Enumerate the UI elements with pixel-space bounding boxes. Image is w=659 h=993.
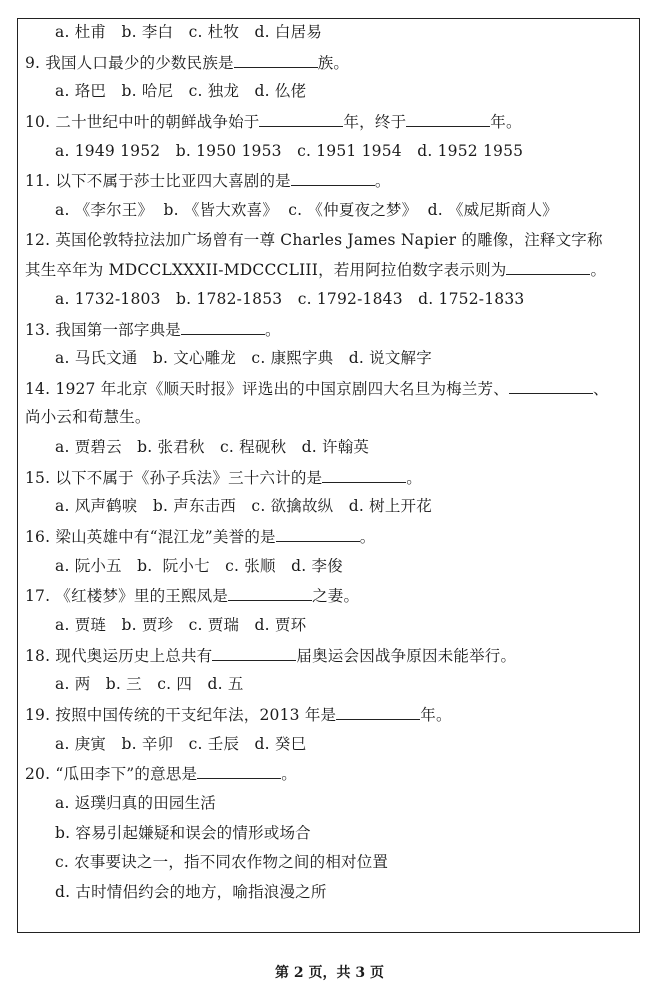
text-segment: 。 [264, 320, 281, 339]
text-segment: 尚小云和荀慧生。 [25, 408, 151, 427]
text-segment: a. 马氏文通 b. 文心雕龙 c. 康熙字典 d. 说文解字 [55, 349, 432, 368]
answer-blank [259, 109, 343, 127]
text-segment: 族。 [317, 53, 350, 72]
text-segment: 14. 1927 年北京《顺天时报》评选出的中国京剧四大名旦为梅兰芳、 [25, 379, 509, 398]
text-segment: 其生卒年为 MDCCLXXXII-MDCCCLIII，若用阿拉伯数字表示则为 [25, 261, 507, 280]
answer-blank [291, 168, 375, 186]
question-text [25, 524, 375, 548]
question-text [25, 465, 422, 489]
question-text [25, 109, 522, 133]
answer-blank [181, 317, 265, 335]
text-segment: 。 [406, 468, 422, 487]
question-text [25, 405, 151, 429]
text-segment: 年。 [420, 705, 452, 724]
text-segment: 20. “瓜田李下”的意思是 [25, 765, 198, 784]
answer-blank [506, 257, 590, 275]
text-segment: 。 [590, 261, 607, 280]
answer-blank [234, 50, 318, 68]
text-segment: a. 两 b. 三 c. 四 d. 五 [55, 675, 244, 694]
answer-options [55, 346, 432, 370]
answer-options [55, 791, 216, 815]
text-segment: 11. 以下不属于莎士比亚四大喜剧的是 [25, 172, 291, 191]
answer-blank [509, 376, 593, 394]
text-segment: 之妻。 [312, 587, 360, 606]
question-text [25, 376, 609, 400]
answer-options [55, 850, 388, 874]
text-segment: b. 容易引起嫌疑和误会的情形或场合 [55, 823, 311, 842]
text-segment: 届奥运会因战争原因未能举行。 [296, 646, 517, 665]
text-segment: a. 返璞归真的田园生活 [55, 793, 216, 812]
answer-blank [336, 702, 420, 720]
answer-options [55, 435, 369, 459]
answer-blank [406, 109, 490, 127]
text-segment: a. 《李尔王》 b. 《皆大欢喜》 c. 《仲夏夜之梦》 d. 《威尼斯商人》 [55, 200, 558, 219]
text-segment: 。 [281, 765, 297, 784]
answer-options [55, 821, 311, 845]
answer-blank [322, 465, 406, 483]
answer-options [55, 880, 327, 904]
answer-options [55, 613, 306, 637]
question-text [25, 168, 391, 192]
text-segment: a. 1732-1803 b. 1782-1853 c. 1792-1843 d. 1752-1833 [55, 289, 525, 308]
answer-options [55, 79, 306, 103]
text-segment: 15. 以下不属于《孙子兵法》三十六计的是 [25, 468, 323, 487]
answer-options [55, 494, 432, 518]
answer-options [55, 20, 322, 44]
text-segment: 17. 《红楼梦》里的王熙凤是 [25, 587, 229, 606]
question-text [25, 761, 297, 785]
answer-blank [228, 583, 312, 601]
text-segment: a. 风声鹤唳 b. 声东击西 c. 欲擒故纵 d. 树上开花 [55, 497, 432, 516]
answer-blank [276, 524, 360, 542]
page-footer: 第 2 页，共 3 页 [275, 965, 384, 981]
answer-options [55, 139, 523, 163]
answer-options [55, 287, 524, 311]
text-segment: a. 贾碧云 b. 张君秋 c. 程砚秋 d. 许翰英 [55, 438, 370, 457]
text-segment: a. 庚寅 b. 辛卯 c. 壬辰 d. 癸巳 [55, 734, 307, 753]
text-segment: 13. 我国第一部字典是 [25, 320, 181, 339]
text-segment: d. 古时情侣约会的地方，喻指浪漫之所 [55, 882, 327, 901]
question-text [25, 257, 606, 281]
question-text [25, 317, 281, 341]
question-text [25, 228, 603, 252]
text-segment: a. 贾琏 b. 贾珍 c. 贾瑞 d. 贾环 [55, 616, 307, 634]
text-segment: 19. 按照中国传统的干支纪年法，2013 年是 [25, 705, 337, 724]
text-segment: 16. 梁山英雄中有“混江龙”美誉的是 [25, 528, 276, 547]
text-segment: 10. 二十世纪中叶的朝鲜战争始于 [25, 112, 260, 131]
answer-options [55, 732, 306, 756]
question-text [25, 50, 349, 74]
answer-blank [212, 643, 296, 661]
text-segment: 。 [359, 528, 376, 547]
answer-blank [197, 761, 281, 779]
text-segment: 年。 [490, 112, 522, 131]
question-text [25, 643, 516, 667]
answer-options [55, 672, 244, 696]
text-segment: a. 珞巴 b. 哈尼 c. 独龙 d. 仫佬 [55, 82, 307, 101]
text-segment: 年，终于 [343, 112, 407, 131]
question-text [25, 583, 359, 607]
text-segment: a. 1949 1952 b. 1950 1953 c. 1951 1954 d. 1952 1955 [55, 141, 524, 160]
question-text [25, 702, 452, 726]
text-segment: 9. 我国人口最少的少数民族是 [25, 53, 234, 72]
text-segment: a. 阮小五 b. 阮小七 c. 张顺 d. 李俊 [55, 556, 343, 575]
text-segment: 。 [374, 172, 391, 191]
text-segment: a. 杜甫 b. 李白 c. 杜牧 d. 白居易 [55, 23, 323, 41]
text-segment: 12. 英国伦敦特拉法加广场曾有一尊 Charles James Napier 的雕像，注释文字称 [25, 230, 603, 249]
text-segment: 、 [592, 379, 609, 398]
text-segment: c. 农事要诀之一，指不同农作物之间的相对位置 [55, 853, 389, 872]
answer-options [55, 198, 558, 222]
answer-options [55, 554, 343, 578]
text-segment: 18. 现代奥运历史上总共有 [25, 646, 213, 665]
